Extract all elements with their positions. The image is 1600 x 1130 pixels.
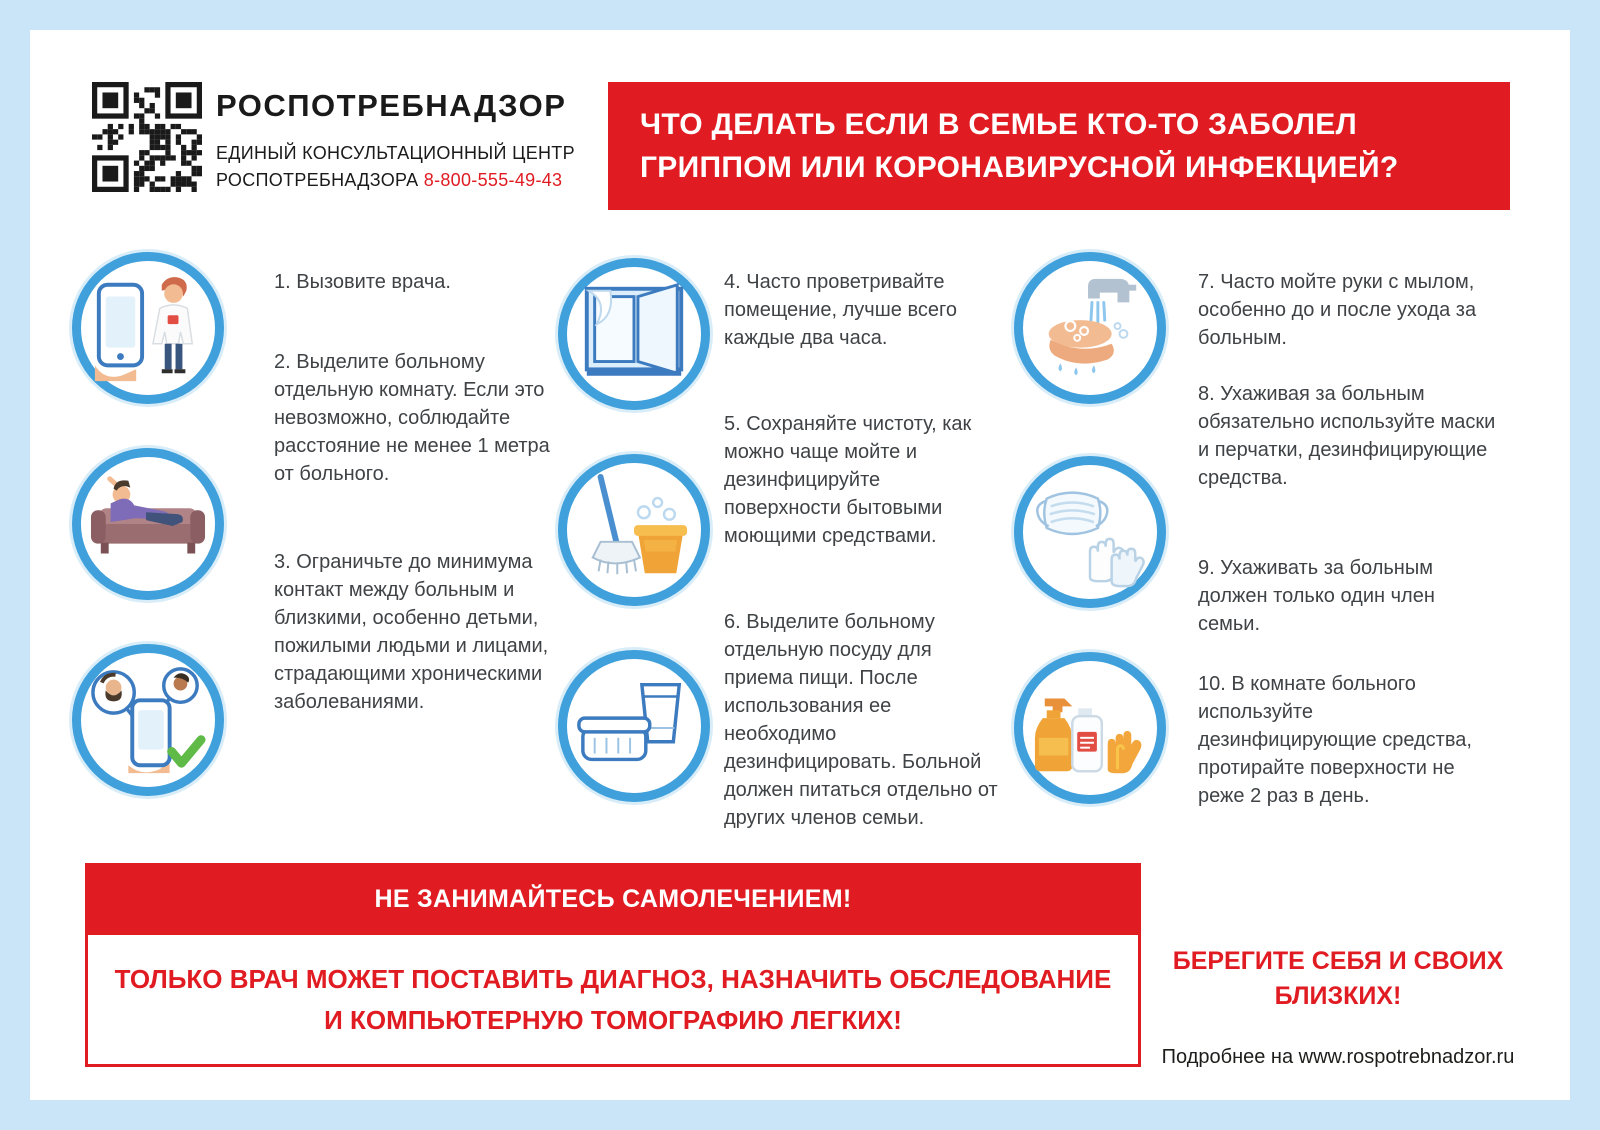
step-4-text: 4. Часто проветривайте помещение, лучше всего каждые два часа. [724, 271, 957, 349]
open-window-icon [558, 258, 710, 410]
separate-dishes-icon [558, 650, 710, 802]
step-8-text: 8. Ухаживая за больным обязательно используйте маски и перчатки, дезинфицирующие средства. [1198, 383, 1496, 489]
org-name: РОСПОТРЕБНАДЗОР [216, 88, 567, 123]
doctor-only-box [85, 935, 1141, 1067]
logo-block [216, 88, 575, 194]
step-6-text: 6. Выделите больному отдельную посуду для приема пищи. После использования ее необходимо дезинфицировать. Больной должен питаться отдельно от других членов семьи. [724, 611, 998, 829]
website-text: Подробнее на www.rospotrebnadzor.ru [1161, 1046, 1515, 1068]
mask-gloves-icon [1014, 456, 1166, 608]
step-7-text: 7. Часто мойте руки с мылом, особенно до и после ухода за больным. [1198, 271, 1477, 349]
step-10-text: 10. В комнате больного используйте дезинфицирующие средства, протирайте поверхности не реже 2 раз в день. [1198, 673, 1472, 807]
step-5-text: 5. Сохраняйте чистоту, как можно чаще мойте и дезинфицируйте поверхности бытовыми моющими средствами. [724, 413, 972, 547]
no-self-treatment-banner [85, 863, 1141, 935]
title-line-2: ГРИППОМ ИЛИ КОРОНАВИРУСНОЙ ИНФЕКЦИЕЙ? [640, 151, 1399, 184]
org-subtitle-line1: ЕДИНЫЙ КОНСУЛЬТАЦИОННЫЙ ЦЕНТР [216, 143, 575, 163]
call-doctor-icon [72, 252, 224, 404]
care-message-line-1: БЕРЕГИТЕ СЕБЯ И СВОИХ [1172, 947, 1504, 975]
mop-bucket-icon [558, 454, 710, 606]
wash-hands-icon [1014, 252, 1166, 404]
qr-code [92, 82, 202, 192]
step-2-text: 2. Выделите больному отдельную комнату. Если это невозможно, соблюдайте расстояние не менее 1 метра от больного. [274, 351, 550, 485]
title-line-1: ЧТО ДЕЛАТЬ ЕСЛИ В СЕМЬЕ КТО-ТО ЗАБОЛЕЛ [640, 107, 1357, 141]
doctor-only-line-1: ТОЛЬКО ВРАЧ МОЖЕТ ПОСТАВИТЬ ДИАГНОЗ, НАЗНАЧИТЬ ОБСЛЕДОВАНИЕ [114, 964, 1112, 995]
poster-sheet [30, 30, 1570, 1100]
phone-number: 8-800-555-49-43 [423, 170, 563, 190]
sick-person-couch-icon [72, 448, 224, 600]
doctor-only-line-2: И КОМПЬЮТЕРНУЮ ТОМОГРАФИЮ ЛЕГКИХ! [324, 1004, 902, 1035]
warning-section [85, 863, 1141, 1067]
no-self-treatment-text: НЕ ЗАНИМАЙТЕСЬ САМОЛЕЧЕНИЕМ! [374, 884, 852, 913]
org-subtitle-line2: РОСПОТРЕБНАДЗОРА 8-800-555-49-43 [216, 170, 563, 190]
org-subtitle [216, 140, 575, 194]
care-message-line-2: БЛИЗКИХ! [1274, 982, 1402, 1010]
step-9-text: 9. Ухаживать за больным должен только один член семьи. [1198, 557, 1435, 635]
disinfectant-supplies-icon [1014, 652, 1166, 804]
care-message-block [1158, 944, 1518, 1069]
video-call-icon [72, 644, 224, 796]
step-3-text: 3. Ограничьте до минимума контакт между больным и близкими, особенно детьми, пожилыми людьми и лицами, страдающими хроническими заболеваниями. [274, 551, 549, 713]
step-1-text: 1. Вызовите врача. [274, 271, 451, 293]
title-banner [608, 82, 1510, 210]
